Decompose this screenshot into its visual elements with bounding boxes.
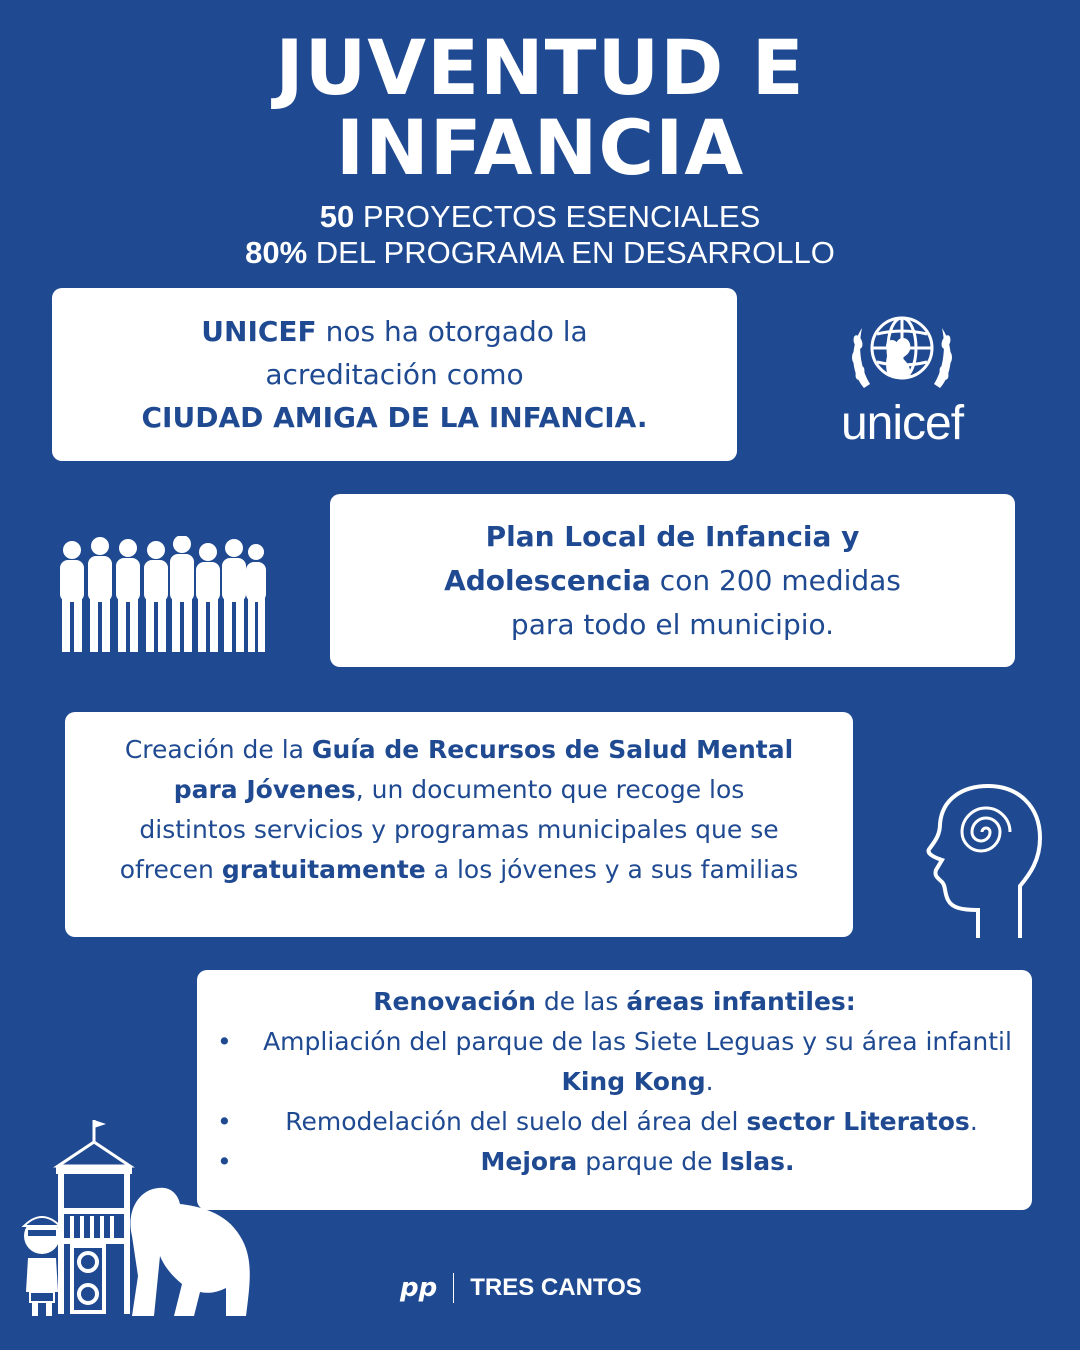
unicef-card <box>52 288 737 461</box>
page-title-line2: INFANCIA <box>335 103 745 192</box>
plan-card-line2 <box>330 559 1015 603</box>
subtitle-line2 <box>0 234 1080 272</box>
guide-card-line2 <box>75 770 843 810</box>
guide-card-line1 <box>75 730 843 770</box>
unicef-brand-text: UNICEF <box>201 315 317 348</box>
subtitle-projects-text: PROYECTOS ESENCIALES <box>362 199 761 234</box>
list-item <box>211 1102 1018 1142</box>
renovation-heading-t: de las <box>535 987 627 1016</box>
footer-brand <box>400 1268 642 1308</box>
mental-health-head-icon <box>922 782 1048 940</box>
playground-illustration-icon <box>14 1116 260 1320</box>
bullet-dot: • <box>217 1107 232 1136</box>
item2-bold: sector Literatos <box>746 1107 970 1136</box>
item1-end: . <box>705 1067 714 1096</box>
plan-card-text2: con 200 medidas <box>650 563 901 597</box>
unicef-wordmark: unicef <box>840 397 964 450</box>
plan-card-bold2: Adolescencia <box>444 563 651 597</box>
guide-card-t2: , un documento que recoge los <box>355 774 745 804</box>
pp-logo-icon: pp <box>400 1273 438 1303</box>
unicef-card-line1 <box>52 310 737 353</box>
page-title-line1: JUVENTUD E <box>275 23 805 112</box>
item3-bold2: Islas. <box>720 1147 795 1176</box>
unicef-card-text1: nos ha otorgado la <box>316 315 588 348</box>
renovation-heading-b1: Renovación <box>373 987 536 1016</box>
plan-card <box>330 494 1015 667</box>
plan-card-bold1: Plan Local de Infancia y <box>485 519 860 553</box>
subtitle-percent: 80% <box>245 235 308 270</box>
renovation-card <box>197 970 1032 1210</box>
unicef-card-bold: CIUDAD AMIGA DE LA INFANCIA. <box>141 401 648 434</box>
list-item <box>211 1142 1018 1182</box>
item1-bold: King Kong <box>561 1067 706 1096</box>
subtitle-program-text: DEL PROGRAMA EN DESARROLLO <box>315 235 835 270</box>
unicef-card-line3 <box>52 396 737 439</box>
bullet-dot: • <box>217 1027 232 1056</box>
list-item-text <box>257 1022 1018 1102</box>
guide-card <box>65 712 853 937</box>
guide-card-line4 <box>75 850 843 890</box>
guide-card-line3: distintos servicios y programas municipales que se <box>139 814 779 844</box>
list-item-text <box>245 1102 1018 1142</box>
guide-card-t5: a los jóvenes y a sus familias <box>425 854 799 884</box>
guide-card-b2: para Jóvenes <box>173 774 356 804</box>
item3-bold1: Mejora <box>480 1147 578 1176</box>
guide-card-b1: Guía de Recursos de Salud Mental <box>311 734 794 764</box>
guide-card-b3: gratuitamente <box>221 854 426 884</box>
item3-text: parque de <box>577 1147 721 1176</box>
list-item <box>211 1022 1018 1102</box>
subtitle-line1 <box>0 198 1080 236</box>
item1-text: Ampliación del parque de las Siete Leguas y su área infantil <box>263 1027 1012 1056</box>
footer-town-name: TRES CANTOS <box>470 1274 642 1301</box>
unicef-card-line2: acreditación como <box>265 358 524 391</box>
renovation-heading-b2: áreas infantiles: <box>626 987 856 1016</box>
guide-card-t4: ofrecen <box>119 854 222 884</box>
renovation-heading <box>211 982 1018 1022</box>
item2-text: Remodelación del suelo del área del <box>285 1107 747 1136</box>
subtitle-number-projects: 50 <box>319 199 355 234</box>
item2-end: . <box>969 1107 978 1136</box>
guide-card-t1: Creación de la <box>124 734 312 764</box>
unicef-emblem-icon <box>846 306 958 398</box>
plan-card-line3: para todo el municipio. <box>510 607 835 641</box>
list-item-text <box>257 1142 1018 1182</box>
people-silhouette-icon <box>56 536 270 656</box>
plan-card-line1 <box>330 515 1015 559</box>
footer-divider <box>453 1273 454 1303</box>
bullet-dot: • <box>217 1147 232 1176</box>
